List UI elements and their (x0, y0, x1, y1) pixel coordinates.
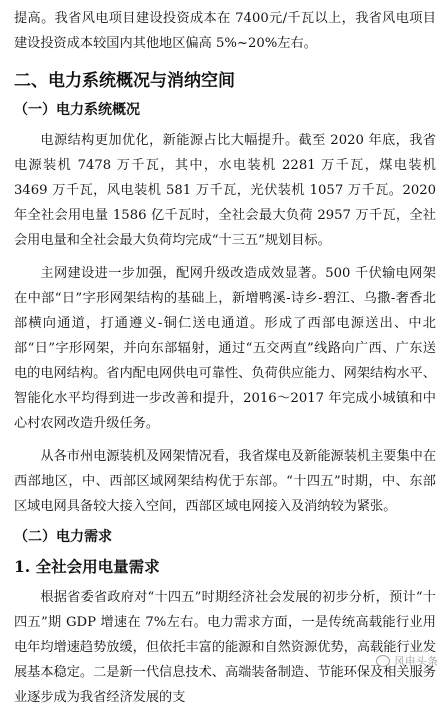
subsection-heading: （一）电力系统概况 (14, 102, 140, 118)
intro-paragraph: 提高。我省风电项目建设投资成本在 7400元/千瓦以上，我省风电项目建设投资成本较国内其他地区偏高 5%~20%左右。 (14, 11, 436, 51)
section-heading: 二、电力系统概况与消纳空间 (14, 71, 235, 91)
paragraph-electricity-demand: 根据省委省政府对“十四五”时期经济社会发展的初步分析，预计“十四五”期 GDP 增速在 7%左右。电力需求方面，一是传统高载能行业用电年均增速趋势放缓，但依托丰富的能源和自然资源优势，高载能行业发展基本稳定。二是新一代信息技术、高端装备制造、节能环保及相关服务业逐步成为我省经济发展的支 (14, 590, 436, 705)
paragraph-regional-grid: 从各市州电源装机及网架情况看，我省煤电及新能源装机主要集中在西部地区，中、西部区域网架结构优于东部。“十四五”时期，中、东部区域电网具备较大接入空间，西部区域电网接入及消纳较为紧张。 (14, 449, 437, 514)
subsection-heading: （二）电力需求 (14, 529, 112, 545)
watermark-text: 风电头条 (394, 655, 438, 668)
watermark (376, 653, 438, 669)
paragraph-power-structure: 电源结构更加优化，新能源占比大幅提升。截至 2020 年底，我省电源装机 7478 万千瓦，其中，水电装机 2281 万千瓦，煤电装机 3469 万千瓦，风电装机 581 万千瓦，光伏装机 1057 万千瓦。2020 年全社会用电量 1586 亿千瓦时，全社会最大负荷 2957 万千瓦，全社会用电量和全社会最大负荷均完成“十三五”规划目标。 (14, 133, 436, 248)
subsubsection-heading: 1. 全社会用电量需求 (14, 557, 160, 576)
wechat-icon (376, 655, 390, 667)
paragraph-grid-construction: 主网建设进一步加强，配网升级改造成效显著。500 千伏输电网架在中部“日”字形网架结构的基础上，新增鸭溪-诗乡-碧江、乌撒-奢香北部横向通道，打通遵义-铜仁送电通道。形成了西部电源送出、中北部“日”字形网架，并向东部辐射，通过“五交两直”线路向广西、广东送电的电网结构。省内配电网供电可靠性、负荷供应能力、网架结构水平、智能化水平均得到进一步改善和提升，2016～2017 年完成小城镇和中心村农网改造升级任务。 (14, 266, 436, 431)
